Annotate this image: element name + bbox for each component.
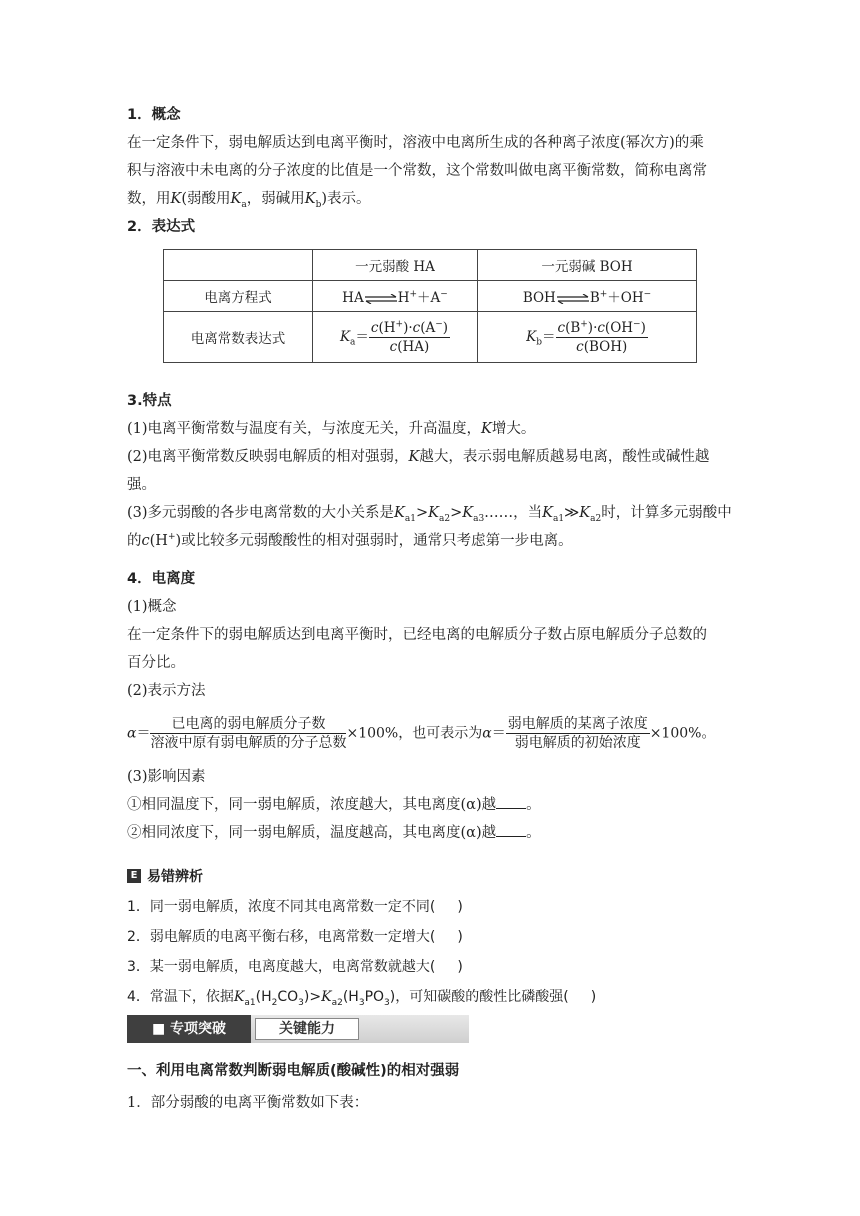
concept-line-1: 在一定条件下，弱电解质达到电离平衡时，溶液中电离所生成的各种离子浓度(幂次方)的乘	[127, 135, 704, 151]
concept-line-2: 积与溶液中未电离的分子浓度的比值是一个常数，这个常数叫做电离平衡常数，简称电离常	[127, 163, 707, 179]
features-heading: 3.特点	[127, 393, 172, 409]
equilibrium-arrow-icon	[556, 294, 590, 304]
error-analysis-title: 易错辨析	[147, 869, 203, 885]
feature-1: (1)电离平衡常数与温度有关，与浓度无关，升高温度，K增大。	[127, 421, 536, 437]
error-analysis-list	[127, 892, 747, 1012]
row-label-constant: 电离常数表达式	[164, 312, 313, 363]
error-item-2: 2．弱电解质的电离平衡右移，电离常数一定增大( )	[127, 929, 463, 945]
degree-sub-concept: (1)概念	[127, 599, 177, 615]
feature-2: (2)电离平衡常数反映弱电解质的相对强弱，K越大，表示弱电解质越易电离，酸性或碱性越	[127, 449, 710, 465]
row-label-equation: 电离方程式	[164, 281, 313, 312]
error-analysis-tag	[127, 866, 203, 886]
ionization-degree-section	[127, 565, 747, 705]
expression-table	[163, 249, 697, 363]
error-item-3: 3．某一弱电解质，电离度越大，电离常数就越大( )	[127, 959, 463, 975]
factor-2: ②相同浓度下，同一弱电解质，温度越高，其电离度(α)越 。	[127, 819, 747, 847]
factors-heading: (3)影响因素	[127, 769, 206, 785]
degree-heading: 4．电离度	[127, 571, 196, 587]
banner-key-ability: 关键能力	[255, 1018, 359, 1040]
equilibrium-arrow-icon	[364, 294, 398, 304]
degree-sub-method: (2)表示方法	[127, 683, 206, 699]
expression-heading: 2．表达式	[127, 219, 196, 235]
ka-expression: $K_a=$ $\frac{c(H^+)\cdot c(A^-)}{c(HA)}$	[313, 312, 478, 363]
part-one-question-1: 1．部分弱酸的电离平衡常数如下表：	[127, 1095, 369, 1111]
part-one-section	[127, 1057, 747, 1117]
part-one-heading: 一、利用电离常数判断弱电解质(酸碱性)的相对强弱	[127, 1063, 460, 1079]
degree-def-2: 百分比。	[127, 655, 185, 671]
error-item-1: 1．同一弱电解质，浓度不同其电离常数一定不同( )	[127, 899, 463, 915]
factors-section	[127, 763, 747, 847]
table-header-ha: 一元弱酸 HA	[313, 250, 478, 281]
degree-formula: α＝ $\frac{\text{已电离的弱电解质分子数}}{\text{溶液中原有弱电解质的分子总数}}$ ×100%，也可表示为α＝ $\frac{\text{弱电解质的某离子浓度}}{\text{弱电解质的初始浓度}}$ ×100%。	[127, 716, 716, 751]
concept-line-3: 数，用K(弱酸用$K_a$，弱碱用$K_b$)表示。	[127, 191, 371, 210]
error-analysis-icon: E	[127, 869, 141, 883]
features-section	[127, 387, 747, 555]
answer-blank[interactable]	[496, 822, 526, 837]
table-corner-cell	[164, 250, 313, 281]
feature-3-cont: 的c(H+)或比较多元弱酸酸性的相对强弱时，通常只考虑第一步电离。	[127, 532, 573, 549]
error-item-4: 4．常温下，依据$K_{a1}(H_2CO_3)>K_{a2}(H_3PO_3)$，可知碳酸的酸性比磷酸强( )	[127, 989, 597, 1008]
boh-equation: BOH B+＋OH−	[478, 281, 697, 312]
table-header-boh: 一元弱碱 BOH	[478, 250, 697, 281]
concept-section	[127, 101, 747, 241]
ha-equation: HA H+＋A−	[313, 281, 478, 312]
degree-def-1: 在一定条件下的弱电解质达到电离平衡时，已经电离的电解质分子数占原电解质分子总数的	[127, 627, 707, 643]
concept-heading: 1．概念	[127, 107, 181, 123]
section-banner	[127, 1015, 469, 1043]
answer-blank[interactable]	[496, 794, 526, 809]
factor-1: ①相同温度下，同一弱电解质，浓度越大，其电离度(α)越 。	[127, 791, 747, 819]
feature-2-cont: 强。	[127, 477, 156, 493]
kb-expression: $K_b=$ $\frac{c(B^+)\cdot c(OH^-)}{\text{c(BOH)}}$	[478, 312, 697, 363]
banner-special-topic: ■ 专项突破	[127, 1015, 251, 1043]
feature-3: (3)多元弱酸的各步电离常数的大小关系是$K_{a1}>K_{a2}>K_{a3}\dots\dots$，当$K_{a1}≫K_{a2}$时，计算多元弱酸中	[127, 505, 732, 524]
